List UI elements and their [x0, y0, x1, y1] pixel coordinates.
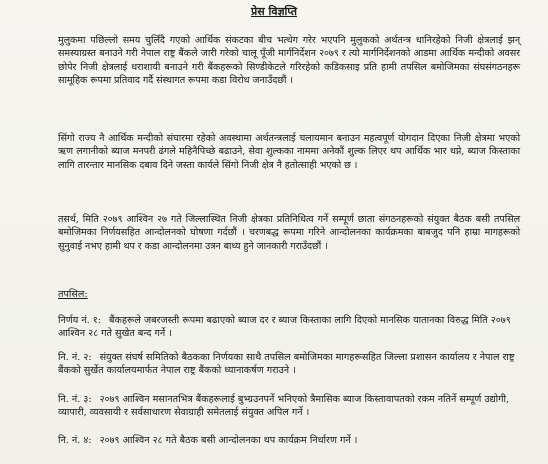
- decision-item-1: [58, 314, 520, 341]
- decision-item-2: [58, 351, 520, 378]
- decision-label: नि. नं. ४:: [58, 435, 92, 446]
- document-title: प्रेस विज्ञप्ति: [250, 5, 298, 18]
- decision-text: २०७९ आश्विन मसानतभित्र बैंकहरूलाई बुभ्ग्रउनपर्ने भनिएको त्रैमासिक ब्याज किस्तावापतको रकम नतिर्ने सम्पूर्ण उद्योगी, व्यापारी, व्यवसायी र सर्वसाधारण सेवाग्राही समेतलाई संयुक्त अपिल गर्ने ।: [58, 394, 510, 419]
- paragraph-3: तसर्थ, मिति २०७९ आश्विन २७ गते जिल्लास्थित निजी क्षेत्रका प्रतिनिधित्व गर्ने सम्पूर्ण छाता संगठनहरूको संयुक्त बैठक बसी तपसिल बमोजिमका निर्णयसहित आन्दोलनको घोषणा गर्दछौं । चरणबद्ध रूपमा गरिने आन्दोलनका कार्यक्रमका बाबजुद पनि हाम्रा मागहरूको सुनुवाई नभए हामी थप र कडा आन्दोलनमा उत्रन बाध्य हुने जानकारी गराउँदछौं ।: [58, 214, 520, 252]
- decision-label: नि. नं. २:: [58, 352, 92, 363]
- decision-item-3: [58, 393, 520, 420]
- paragraph-1: मुलुकमा पछिल्लो समय चुलिँदै गएको आर्थिक संकटका बीच भत्थेग गरेर भएपनि मुलुकको अर्थतन्त्र धानिरहेको निजी क्षेत्रलाई झन् समस्याग्रस्त बनाउने गरी नेपाल राष्ट्र बैंकले जारी गरेको चालू पूँजी मार्गनिर्देशन २०७९ र त्यो मार्गनिर्देशनको आडमा आर्थिक मन्दीको अवसर छोपेर निजी क्षेत्रलाई धराशायी बनाउने गरी बैंकहरूको सिण्डीकेटले गरिरहेको कडिकसाइ प्रति हामी तपसिल बमोजिमका संघसंगठनहरू सामूहिक रूपमा प्रतिवाद गर्दै संस्थागत रूपमा कडा विरोध जनाउँदछौं ।: [58, 35, 520, 87]
- paragraph-2: सिंगो राज्य नै आर्थिक मन्दीको संघारमा रहेको अवस्थामा अर्थतन्त्रलाई चलायमान बनाउन महत्वपूर्ण योगदान दिएका निजी क्षेत्रमा भएको ऋण लगानीको ब्याज मनपरी ढंगले महिनैपिच्छे बढाउने, सेवा शुल्कका नाममा अनेकौं शुल्क लिएर थप आर्थिक भार थप्ने, ब्याज किस्ताका लागि तारन्तार मानसिक दबाव दिने जस्ता कार्यले सिंगो निजी क्षेत्र नै हतोत्साही भएको छ ।: [58, 133, 520, 171]
- decision-text: बैंकहरूले जबरजस्ती रूपमा बढाएको ब्याज दर र ब्याज किस्ताका लागि दिएको मानसिक यातानका विरुद्ध मिति २०७९ आश्विन २८ गते सुखेत बन्द गर्ने ।: [58, 315, 511, 340]
- decision-item-4: [58, 434, 520, 447]
- tapasil-heading: तपसिल:: [58, 289, 88, 300]
- decision-label: निर्णय नं. १:: [58, 315, 102, 326]
- decision-label: नि. नं. ३:: [58, 394, 92, 405]
- decision-text: संयुक्त संघर्ष समितिको बैठकका निर्णयका साथै तपसिल बमोजिमका मागहरूसहित जिल्ला प्रशासन कार्यालय र नेपाल राष्ट्र बैंकको सुर्खेत कार्यालयमार्फत नेपाल राष्ट्र बैंकको ध्यानाकर्षण गराउने ।: [58, 352, 515, 377]
- decision-text: २०७९ आश्विन २८ गते बैठक बसी आन्दोलनका थप कार्यक्रम निर्धारण गर्ने ।: [99, 435, 358, 446]
